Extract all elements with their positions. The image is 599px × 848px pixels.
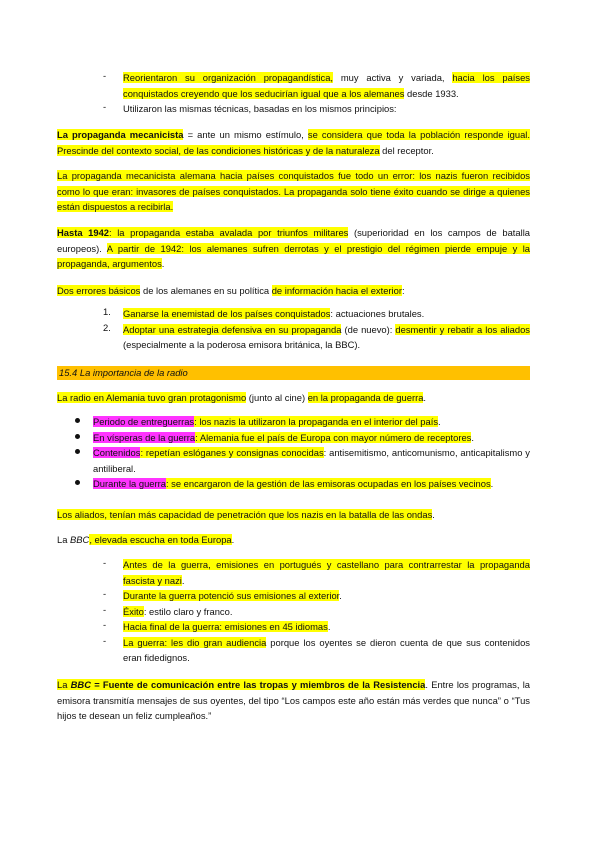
dash-marker: -: [103, 70, 107, 81]
dash-list-top: [0, 70, 599, 117]
paragraph-dos-errores: Dos errores básicos de los alemanes en su política de información hacia el exterior:: [57, 285, 405, 296]
paragraph-error: La propaganda mecanicista alemana hacia países conquistados fue todo un error: los nazis fueron recibidos como lo que eran: invasores de países conquistados. La propaganda solo tiene éxito cuando se dirige a quienes están dispuestos a recibirla.: [57, 170, 530, 212]
bullet-icon: [75, 449, 80, 454]
list-item: - Reorientaron su organización propagandística, muy activa y variada, hacia los países conquistados creyendo que los seducirían igual que a los alemanes desde 1933.: [103, 70, 530, 99]
list-item: Periodo de entreguerras: los nazis la utilizaron la propaganda en el interior del país.: [0, 414, 530, 430]
list-item: - La guerra: les dio gran audiencia porque los oyentes se dieron cuenta de que sus contenidos eran fidedignos.: [103, 634, 530, 663]
dash-marker: -: [103, 634, 107, 646]
paragraph-radio: La radio en Alemania tuvo gran protagonismo (junto al cine) en la propaganda de guerra.: [57, 392, 427, 403]
paragraph-bbc: La BBC, elevada escucha en toda Europa.: [57, 534, 235, 545]
list-item: - Antes de la guerra, emisiones en portugués y castellano para contrarrestar la propaganda fascista y nazi.: [103, 557, 530, 586]
section-heading: [57, 366, 530, 380]
list-item: Durante la guerra: se encargaron de la gestión de las emisoras ocupadas en los países vecinos.: [0, 476, 530, 492]
list-number: 1.: [103, 306, 111, 317]
paragraph-bbc-resistencia: La BBC = Fuente de comunicación entre las tropas y miembros de la Resistencia. Entre los programas, la emisora transmitía mensajes de sus oyentes, del tipo “Los campos este año están más verdes que nunca” o “Tus hijos te desean un feliz cumpleaños.”: [57, 679, 530, 721]
bullet-icon: [75, 434, 80, 439]
dash-marker: -: [103, 619, 107, 630]
dash-list-bottom: [0, 557, 599, 666]
paragraph-1942: Hasta 1942: la propaganda estaba avalada por triunfos militares (superioridad en los campos de batalla europeos). A partir de 1942: los alemanes sufren derrotas y el prestigio del régimen pierde empuje y la propaganda, argumentos.: [57, 227, 530, 269]
dash-marker: -: [103, 101, 107, 112]
section-title: 15.4 La importancia de la radio: [59, 367, 188, 378]
list-item: - Durante la guerra potenció sus emisiones al exterior.: [103, 588, 342, 601]
numbered-list: [0, 306, 599, 353]
list-item: Contenidos: repetían eslóganes y consignas conocidas: antisemitismo, anticomunismo, anticapitalismo y antiliberal.: [0, 445, 530, 476]
list-item: - Hacia final de la guerra: emisiones en 45 idiomas.: [103, 619, 331, 632]
dash-marker: -: [103, 588, 107, 599]
dash-marker: -: [103, 557, 107, 568]
list-item: - Éxito: estilo claro y franco.: [103, 603, 233, 617]
list-item: - Utilizaron las mismas técnicas, basadas en los mismos principios:: [103, 101, 397, 114]
bullet-icon: [75, 418, 80, 423]
paragraph-mecanicista: La propaganda mecanicista = ante un mismo estímulo, se considera que toda la población responde igual. Prescinde del contexto social, de las condiciones históricas y de la naturaleza del receptor.: [57, 129, 530, 156]
list-item: En vísperas de la guerra: Alemania fue el país de Europa con mayor número de receptores.: [0, 430, 530, 446]
list-item: 2. Adoptar una estrategia defensiva en su propaganda (de nuevo): desmentir y rebatir a los aliados (especialmente a la poderosa emisora británica, la BBC).: [103, 321, 530, 350]
list-item: 1. Ganarse la enemistad de los países conquistados: actuaciones brutales.: [103, 306, 425, 319]
list-number: 2.: [103, 321, 111, 333]
dash-marker: -: [103, 603, 107, 615]
bullet-list: [0, 414, 599, 492]
bullet-icon: [75, 480, 80, 485]
paragraph-aliados: Los aliados, tenían más capacidad de penetración que los nazis en la batalla de las ondas.: [57, 509, 435, 520]
